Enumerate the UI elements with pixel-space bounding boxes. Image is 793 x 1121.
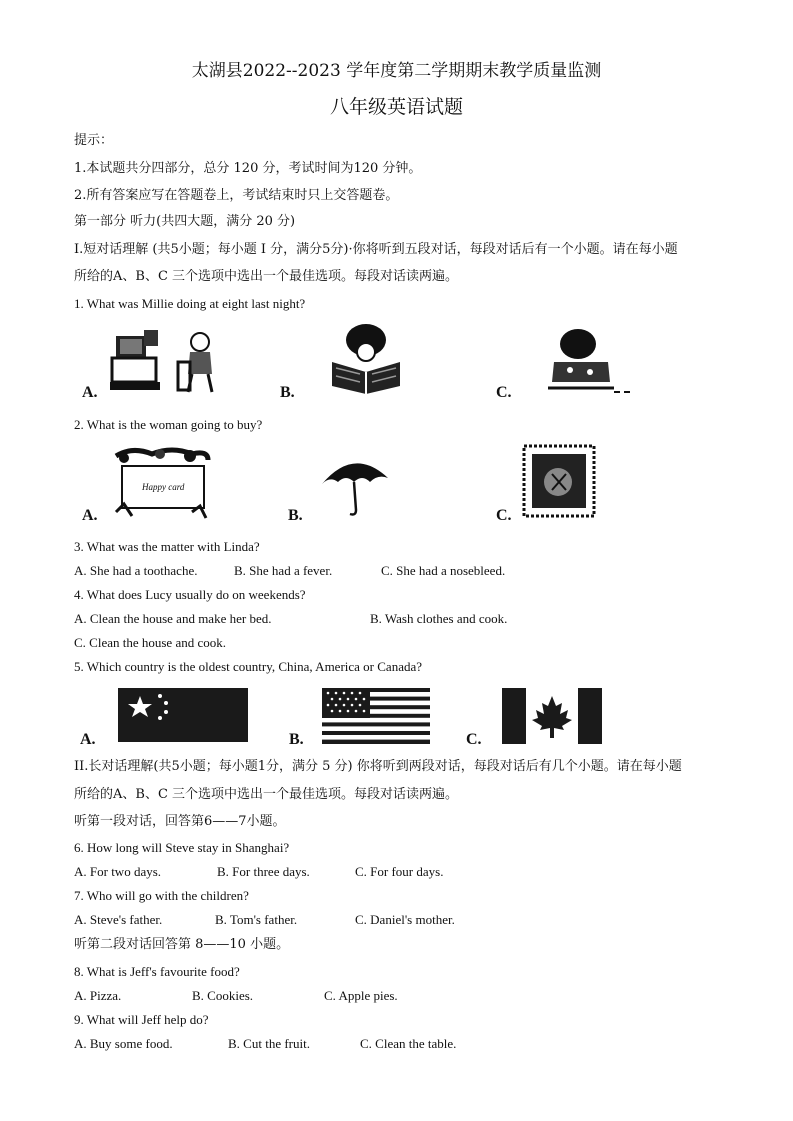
question-8: 8. What is Jeff's favourite food? bbox=[74, 964, 240, 979]
tip-2: 2.所有答案应写在答题卷上，考试结束时只上交答题卷。 bbox=[74, 188, 399, 203]
q3-option-b: B. She had a fever. bbox=[234, 563, 333, 578]
q7-option-a: A. Steve's father. bbox=[74, 912, 163, 927]
section1-instructions-line2: 所给的A、B、C 三个选项中选出一个最佳选项。每段对话读两遍。 bbox=[74, 269, 459, 284]
q3-option-a: A. She had a toothache. bbox=[74, 563, 198, 578]
q1-option-a-label: A. bbox=[82, 384, 98, 401]
q2-stamp-picture bbox=[522, 444, 596, 518]
question-6: 6. How long will Steve stay in Shanghai? bbox=[74, 840, 290, 855]
part1-title: 第一部分 听力(共四大题，满分 20 分) bbox=[74, 214, 296, 229]
q2-card-caption: Happy card bbox=[142, 482, 185, 492]
q9-option-c: C. Clean the table. bbox=[360, 1036, 457, 1051]
q9-option-b: B. Cut the fruit. bbox=[228, 1036, 310, 1051]
q8-option-c: C. Apple pies. bbox=[324, 988, 398, 1003]
q5-usa-flag bbox=[322, 688, 430, 744]
q1-computer-picture bbox=[108, 328, 230, 396]
q1-option-c-label: C. bbox=[496, 384, 512, 401]
q2-option-b-label: B. bbox=[288, 507, 303, 524]
q6-option-b: B. For three days. bbox=[217, 864, 310, 879]
q9-option-a: A. Buy some food. bbox=[74, 1036, 173, 1051]
q5-option-b-label: B. bbox=[289, 731, 304, 748]
question-4: 4. What does Lucy usually do on weekends? bbox=[74, 587, 306, 602]
tips-label: 提示： bbox=[74, 133, 114, 148]
dialog1-intro: 听第一段对话，回答第6——7小题。 bbox=[74, 814, 286, 829]
q6-option-a: A. For two days. bbox=[74, 864, 162, 879]
q1-option-b-label: B. bbox=[280, 384, 295, 401]
question-2: 2. What is the woman going to buy? bbox=[74, 417, 263, 432]
tip-1: 1.本试题共分四部分，总分 120 分，考试时间为120 分钟。 bbox=[74, 161, 422, 176]
q2-option-c-label: C. bbox=[496, 507, 512, 524]
q7-option-b: B. Tom's father. bbox=[215, 912, 298, 927]
q1-reading-picture bbox=[326, 322, 406, 398]
q2-umbrella-picture bbox=[320, 452, 390, 518]
q5-option-c-label: C. bbox=[466, 731, 482, 748]
q3-option-c: C. She had a nosebleed. bbox=[381, 563, 506, 578]
exam-title: 太湖县2022--2023 学年度第二学期期末教学质量监测 bbox=[191, 61, 602, 81]
q8-option-b: B. Cookies. bbox=[192, 988, 254, 1003]
q2-card-picture bbox=[112, 446, 212, 522]
section2-instructions-line1: II.长对话理解(共5小题；每小题1分，满分 5 分) 你将听到两段对话，每段对话后有几个小题。请在每小题 bbox=[74, 759, 682, 774]
q5-china-flag bbox=[118, 688, 248, 742]
q4-option-c: C. Clean the house and cook. bbox=[74, 635, 226, 650]
question-3: 3. What was the matter with Linda? bbox=[74, 539, 260, 554]
q4-option-b: B. Wash clothes and cook. bbox=[370, 611, 508, 626]
section1-instructions-line1: I.短对话理解 (共5小题；每小题 I 分，满分5分)·你将听到五段对话，每段对话后有一个小题。请在每小题 bbox=[74, 242, 678, 257]
question-9: 9. What will Jeff help do? bbox=[74, 1012, 209, 1027]
q2-option-a-label: A. bbox=[82, 507, 98, 524]
q4-option-a: A. Clean the house and make her bed. bbox=[74, 611, 272, 626]
q5-option-a-label: A. bbox=[80, 731, 96, 748]
question-5: 5. Which country is the oldest country, China, America or Canada? bbox=[74, 659, 423, 674]
q7-option-c: C. Daniel's mother. bbox=[355, 912, 455, 927]
question-1: 1. What was Millie doing at eight last night? bbox=[74, 296, 306, 311]
dialog2-intro: 听第二段对话回答第 8——10 小题。 bbox=[74, 937, 290, 952]
q1-sleeping-picture bbox=[548, 326, 634, 398]
q6-option-c: C. For four days. bbox=[355, 864, 444, 879]
q5-canada-flag bbox=[502, 688, 602, 744]
exam-subtitle: 八年级英语试题 bbox=[329, 96, 463, 118]
section2-instructions-line2: 所给的A、B、C 三个选项中选出一个最佳选项。每段对话读两遍。 bbox=[74, 787, 459, 802]
question-7: 7. Who will go with the children? bbox=[74, 888, 249, 903]
q8-option-a: A. Pizza. bbox=[74, 988, 122, 1003]
